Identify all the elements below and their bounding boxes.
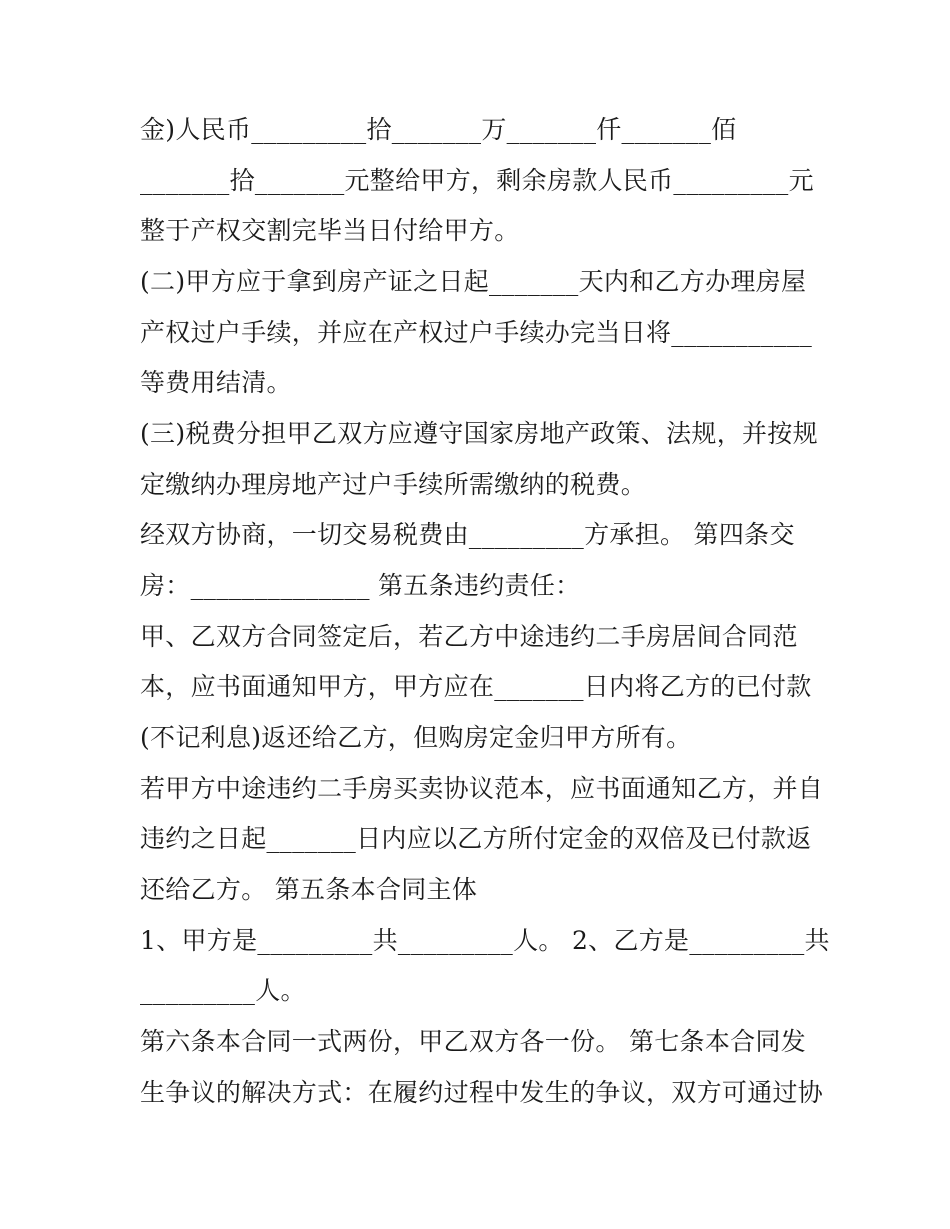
text-line: _________人。 bbox=[140, 976, 306, 1005]
text-line: 生争议的解决方式：在履约过程中发生的争议，双方可通过协 bbox=[140, 1078, 824, 1107]
text-line: 第六条本合同一式两份，甲乙双方各一份。 第七条本合同发 bbox=[140, 1027, 807, 1056]
text-line: (二)甲方应于拿到房产证之日起_______天内和乙方办理房屋 bbox=[140, 267, 807, 296]
text-line: (三)税费分担甲乙双方应遵守国家房地产政策、法规，并按规 bbox=[140, 419, 818, 448]
text-line: 定缴纳办理房地产过户手续所需缴纳的税费。 bbox=[140, 470, 647, 499]
text-line: 违约之日起_______日内应以乙方所付定金的双倍及已付款返 bbox=[140, 824, 812, 853]
text-line: 金)人民币_________拾_______万_______仟_______佰 bbox=[140, 115, 737, 144]
text-line: 甲、乙双方合同签定后，若乙方中途违约二手房居间合同范 bbox=[140, 622, 798, 651]
text-line: 整于产权交割完毕当日付给甲方。 bbox=[140, 216, 520, 245]
text-line: 房：______________ 第五条违约责任： bbox=[140, 571, 581, 600]
text-line: 若甲方中途违约二手房买卖协议范本，应书面通知乙方，并自 bbox=[140, 774, 824, 803]
text-line: 经双方协商，一切交易税费由_________方承担。 第四条交 bbox=[140, 520, 795, 549]
text-line: 等费用结清。 bbox=[140, 368, 292, 397]
text-line: 本，应书面通知甲方，甲方应在_______日内将乙方的已付款 bbox=[140, 672, 812, 701]
text-line: 还给乙方。 第五条本合同主体 bbox=[140, 875, 478, 904]
text-line: 1、甲方是_________共_________人。 2、乙方是_________共 bbox=[140, 926, 830, 955]
text-line: (不记利息)返还给乙方，但购房定金归甲方所有。 bbox=[140, 723, 692, 752]
text-line: 产权过户手续，并应在产权过户手续办完当日将___________ bbox=[140, 318, 813, 347]
text-line: _______拾_______元整给甲方，剩余房款人民币_________元 bbox=[140, 166, 814, 195]
